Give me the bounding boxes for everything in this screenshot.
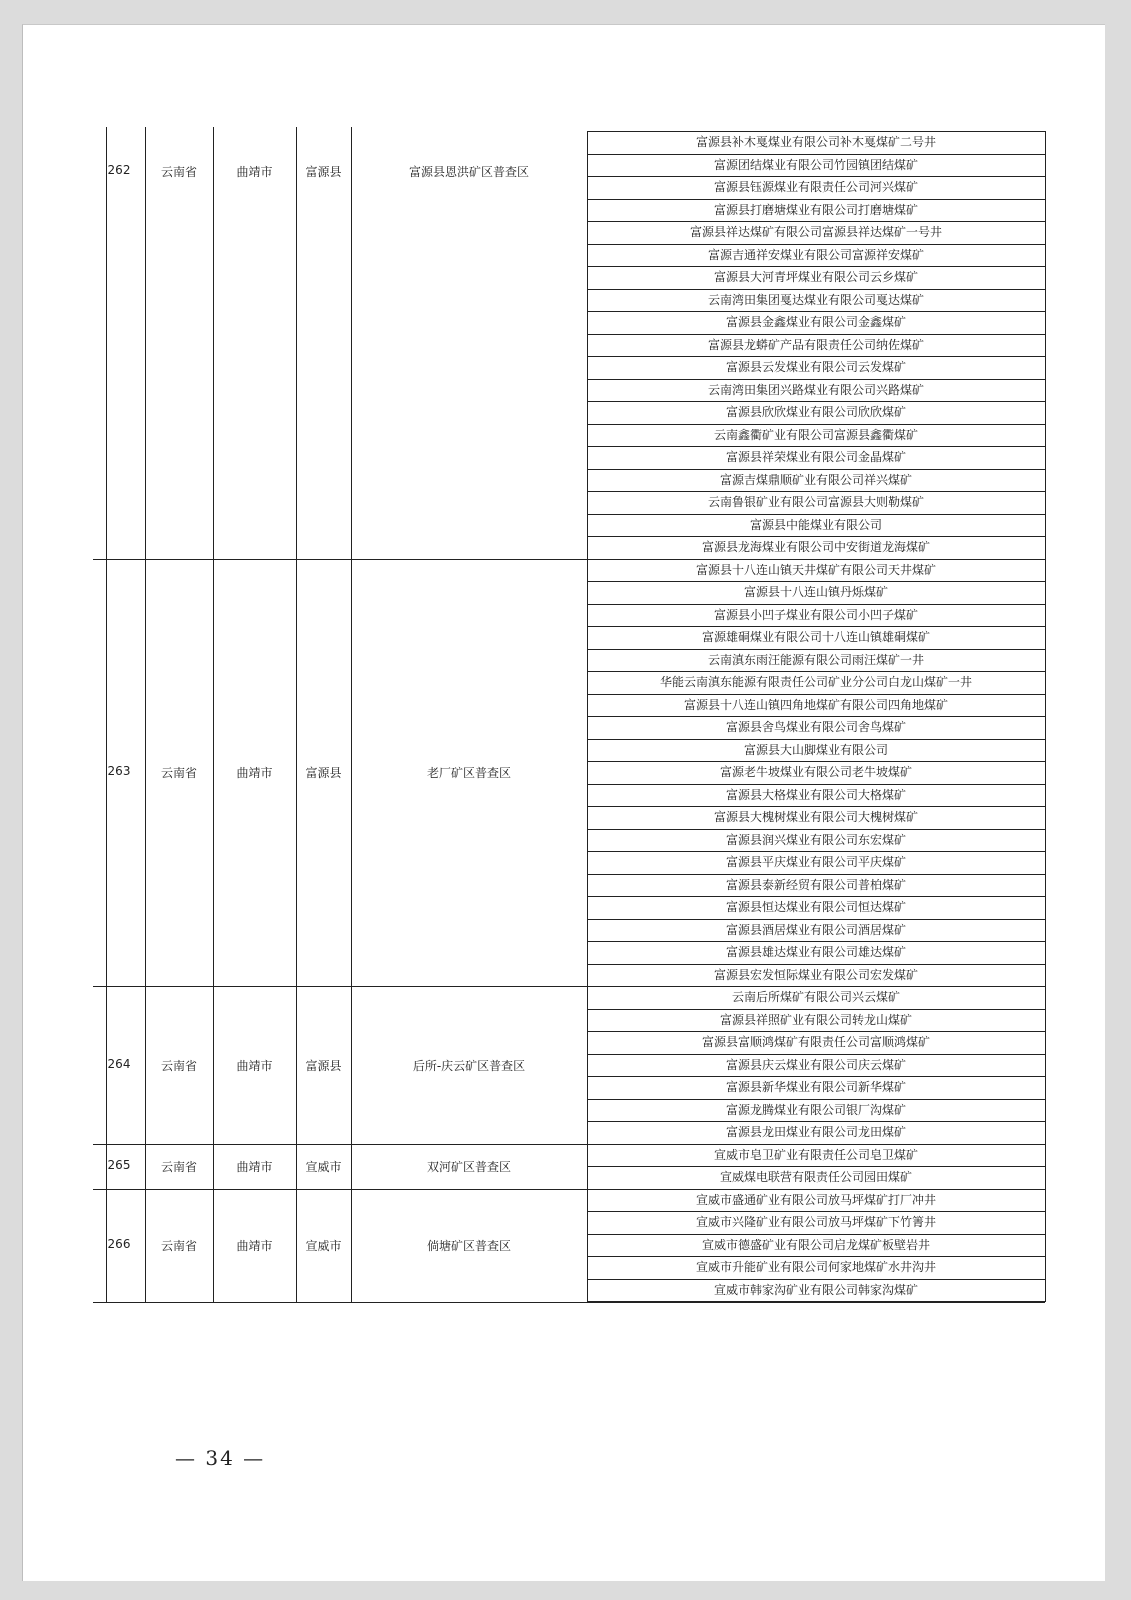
group-province: 云南省 bbox=[160, 1238, 197, 1253]
group-rule bbox=[93, 559, 587, 560]
mine-name: 宣威市皂卫矿业有限责任公司皂卫煤矿 bbox=[713, 1147, 918, 1162]
group-number: 263 bbox=[107, 764, 131, 779]
mine-name: 富源县舍鸟煤业有限公司舍鸟煤矿 bbox=[725, 720, 906, 734]
group-province: 云南省 bbox=[160, 165, 197, 179]
row-rule bbox=[587, 626, 1045, 627]
row-rule bbox=[587, 559, 1045, 560]
row-rule bbox=[587, 964, 1045, 965]
group-rule bbox=[93, 1189, 587, 1190]
mine-name: 富源县平庆煤业有限公司平庆煤矿 bbox=[725, 855, 906, 869]
mine-name: 云南滇东雨汪能源有限公司雨汪煤矿一井 bbox=[707, 652, 924, 667]
group-county: 富源县 bbox=[305, 165, 342, 179]
row-rule bbox=[587, 1256, 1045, 1257]
row-rule bbox=[587, 334, 1045, 335]
row-rule bbox=[587, 739, 1045, 740]
row-rule bbox=[587, 514, 1045, 515]
row-rule bbox=[587, 581, 1045, 582]
row-rule bbox=[587, 851, 1045, 852]
row-rule bbox=[587, 1076, 1045, 1077]
mine-name: 富源县小凹子煤业有限公司小凹子煤矿 bbox=[713, 607, 918, 622]
group-area: 富源县恩洪矿区普查区 bbox=[408, 165, 529, 179]
row-rule bbox=[587, 1189, 1045, 1190]
mine-name: 富源县十八连山镇丹烁煤矿 bbox=[743, 585, 888, 599]
group-number: 264 bbox=[107, 1056, 131, 1071]
page-number: — 34 — bbox=[175, 1446, 266, 1470]
row-rule bbox=[587, 289, 1045, 290]
mine-name: 富源县龙田煤业有限公司龙田煤矿 bbox=[725, 1125, 906, 1139]
mine-name: 富源县金鑫煤业有限公司金鑫煤矿 bbox=[725, 315, 906, 329]
mine-name: 云南鑫衢矿业有限公司富源县鑫衢煤矿 bbox=[713, 427, 918, 442]
row-rule bbox=[587, 1054, 1045, 1055]
group-city: 曲靖市 bbox=[236, 1160, 273, 1174]
row-rule bbox=[587, 356, 1045, 357]
row-rule bbox=[587, 176, 1045, 177]
row-rule bbox=[587, 1144, 1045, 1145]
mine-name: 宣威市升能矿业有限公司何家地煤矿水井沟井 bbox=[695, 1260, 936, 1274]
row-rule bbox=[587, 1009, 1045, 1010]
mine-name: 富源县龙蟒矿产品有限责任公司纳佐煤矿 bbox=[707, 337, 924, 352]
mine-name: 富源县雄达煤业有限公司雄达煤矿 bbox=[725, 945, 906, 959]
group-county: 富源县 bbox=[305, 766, 342, 781]
row-rule bbox=[587, 829, 1045, 830]
group-province: 云南省 bbox=[160, 766, 197, 781]
row-rule bbox=[587, 199, 1045, 200]
mine-name: 宣威市韩家沟矿业有限公司韩家沟煤矿 bbox=[713, 1282, 918, 1297]
group-area: 倘塘矿区普查区 bbox=[426, 1238, 511, 1253]
mine-name: 宣威市盛通矿业有限公司放马坪煤矿打厂冲井 bbox=[695, 1192, 936, 1207]
mine-name: 富源县十八连山镇天井煤矿有限公司天井煤矿 bbox=[695, 562, 936, 577]
row-rule bbox=[587, 131, 1045, 132]
mine-name: 富源县补木戛煤业有限公司补木戛煤矿二号井 bbox=[695, 135, 936, 149]
row-rule bbox=[587, 536, 1045, 537]
mine-name: 富源县酒居煤业有限公司酒居煤矿 bbox=[725, 922, 906, 937]
mine-name: 富源县龙海煤业有限公司中安街道龙海煤矿 bbox=[701, 540, 930, 554]
row-rule bbox=[587, 986, 1045, 987]
row-rule bbox=[587, 379, 1045, 380]
group-rule bbox=[93, 1144, 587, 1145]
mine-name: 富源县大格煤业有限公司大格煤矿 bbox=[725, 787, 906, 802]
row-rule bbox=[587, 491, 1045, 492]
mine-name: 富源县大河青坪煤业有限公司云乡煤矿 bbox=[713, 270, 918, 284]
mine-name: 富源团结煤业有限公司竹园镇团结煤矿 bbox=[713, 157, 918, 172]
row-rule bbox=[587, 401, 1045, 402]
group-county: 富源县 bbox=[305, 1058, 342, 1073]
row-rule bbox=[587, 919, 1045, 920]
group-county: 宣威市 bbox=[305, 1238, 342, 1253]
row-rule bbox=[587, 424, 1045, 425]
row-rule bbox=[587, 1166, 1045, 1167]
table-bottom-rule bbox=[93, 1302, 1045, 1303]
row-rule bbox=[587, 1121, 1045, 1122]
row-rule bbox=[587, 446, 1045, 447]
column-rule bbox=[145, 127, 146, 1302]
group-number: 266 bbox=[107, 1236, 131, 1251]
mine-name: 富源县润兴煤业有限公司东宏煤矿 bbox=[725, 832, 906, 847]
row-rule bbox=[587, 1031, 1045, 1032]
row-rule bbox=[587, 694, 1045, 695]
mine-name: 富源龙腾煤业有限公司银厂沟煤矿 bbox=[725, 1102, 906, 1117]
mine-name: 富源县打磨塘煤业有限公司打磨塘煤矿 bbox=[713, 202, 918, 217]
mine-name: 云南鲁银矿业有限公司富源县大则勒煤矿 bbox=[707, 495, 924, 509]
row-rule bbox=[587, 311, 1045, 312]
row-rule bbox=[587, 221, 1045, 222]
row-rule bbox=[587, 716, 1045, 717]
mine-name: 富源县富顺鸿煤矿有限责任公司富顺鸿煤矿 bbox=[701, 1035, 930, 1049]
group-city: 曲靖市 bbox=[236, 766, 273, 781]
mine-name: 云南后所煤矿有限公司兴云煤矿 bbox=[731, 990, 900, 1004]
row-rule bbox=[587, 604, 1045, 605]
row-rule bbox=[587, 784, 1045, 785]
mine-name: 富源吉煤鼎顺矿业有限公司祥兴煤矿 bbox=[719, 472, 912, 487]
mine-name: 华能云南滇东能源有限责任公司矿业分公司白龙山煤矿一井 bbox=[659, 675, 972, 689]
mine-name: 宣威市德盛矿业有限公司启龙煤矿板壁岩井 bbox=[701, 1237, 930, 1252]
row-rule bbox=[587, 154, 1045, 155]
column-rule bbox=[1045, 131, 1046, 1302]
row-rule bbox=[587, 671, 1045, 672]
group-city: 曲靖市 bbox=[236, 1058, 273, 1073]
group-city: 曲靖市 bbox=[236, 1238, 273, 1253]
row-rule bbox=[587, 874, 1045, 875]
mine-name: 富源县钰源煤业有限责任公司河兴煤矿 bbox=[713, 180, 918, 194]
group-city: 曲靖市 bbox=[236, 165, 273, 179]
column-rule bbox=[351, 127, 352, 1302]
mine-name: 富源县恒达煤业有限公司恒达煤矿 bbox=[725, 900, 906, 914]
mine-name: 宣威市兴隆矿业有限公司放马坪煤矿下竹箐井 bbox=[695, 1215, 936, 1229]
mine-name: 富源县大槐树煤业有限公司大槐树煤矿 bbox=[713, 810, 918, 824]
mine-name: 富源县大山脚煤业有限公司 bbox=[743, 742, 888, 757]
mine-name: 富源吉通祥安煤业有限公司富源祥安煤矿 bbox=[707, 247, 924, 262]
mine-name: 云南湾田集团戛达煤业有限公司戛达煤矿 bbox=[707, 292, 924, 307]
group-area: 后所-庆云矿区普查区 bbox=[412, 1058, 526, 1073]
mine-name: 富源县云发煤业有限公司云发煤矿 bbox=[725, 360, 906, 374]
row-rule bbox=[587, 1279, 1045, 1280]
row-rule bbox=[587, 761, 1045, 762]
row-rule bbox=[587, 941, 1045, 942]
mine-name: 富源县十八连山镇四角地煤矿有限公司四角地煤矿 bbox=[683, 697, 948, 712]
mine-name: 云南湾田集团兴路煤业有限公司兴路煤矿 bbox=[707, 382, 924, 397]
row-rule bbox=[587, 244, 1045, 245]
group-number: 262 bbox=[107, 163, 131, 177]
column-rule bbox=[587, 131, 588, 1302]
row-rule bbox=[587, 649, 1045, 650]
mine-name: 富源县新华煤业有限公司新华煤矿 bbox=[725, 1080, 906, 1094]
column-rule bbox=[213, 127, 214, 1302]
mine-name: 富源县祥照矿业有限公司转龙山煤矿 bbox=[719, 1012, 912, 1027]
group-area: 老厂矿区普查区 bbox=[426, 766, 511, 781]
column-rule bbox=[296, 127, 297, 1302]
mine-name: 富源县祥达煤矿有限公司富源县祥达煤矿一号井 bbox=[689, 225, 942, 239]
mine-name: 富源县泰新经贸有限公司普柏煤矿 bbox=[725, 877, 906, 892]
row-rule bbox=[587, 896, 1045, 897]
group-rule bbox=[93, 986, 587, 987]
row-rule bbox=[587, 266, 1045, 267]
mine-name: 富源县欣欣煤业有限公司欣欣煤矿 bbox=[725, 405, 906, 419]
group-county: 宣威市 bbox=[305, 1160, 342, 1174]
row-rule bbox=[587, 1234, 1045, 1235]
group-area: 双河矿区普查区 bbox=[426, 1160, 511, 1174]
mine-name: 富源县中能煤业有限公司 bbox=[749, 517, 882, 532]
mine-name: 富源老牛坡煤业有限公司老牛坡煤矿 bbox=[719, 765, 912, 779]
mine-name: 富源雄硐煤业有限公司十八连山镇雄硐煤矿 bbox=[701, 630, 930, 644]
group-number: 265 bbox=[107, 1158, 131, 1172]
mine-name: 富源县祥荣煤业有限公司金晶煤矿 bbox=[725, 450, 906, 464]
group-province: 云南省 bbox=[160, 1058, 197, 1073]
row-rule bbox=[587, 1099, 1045, 1100]
mine-name: 富源县宏发恒际煤业有限公司宏发煤矿 bbox=[713, 967, 918, 982]
row-rule bbox=[587, 469, 1045, 470]
mine-name: 富源县庆云煤业有限公司庆云煤矿 bbox=[725, 1057, 906, 1072]
mine-name: 宣威煤电联营有限责任公司园田煤矿 bbox=[719, 1170, 912, 1184]
column-rule bbox=[106, 127, 107, 1302]
row-rule bbox=[587, 806, 1045, 807]
group-province: 云南省 bbox=[160, 1160, 197, 1174]
row-rule bbox=[587, 1211, 1045, 1212]
